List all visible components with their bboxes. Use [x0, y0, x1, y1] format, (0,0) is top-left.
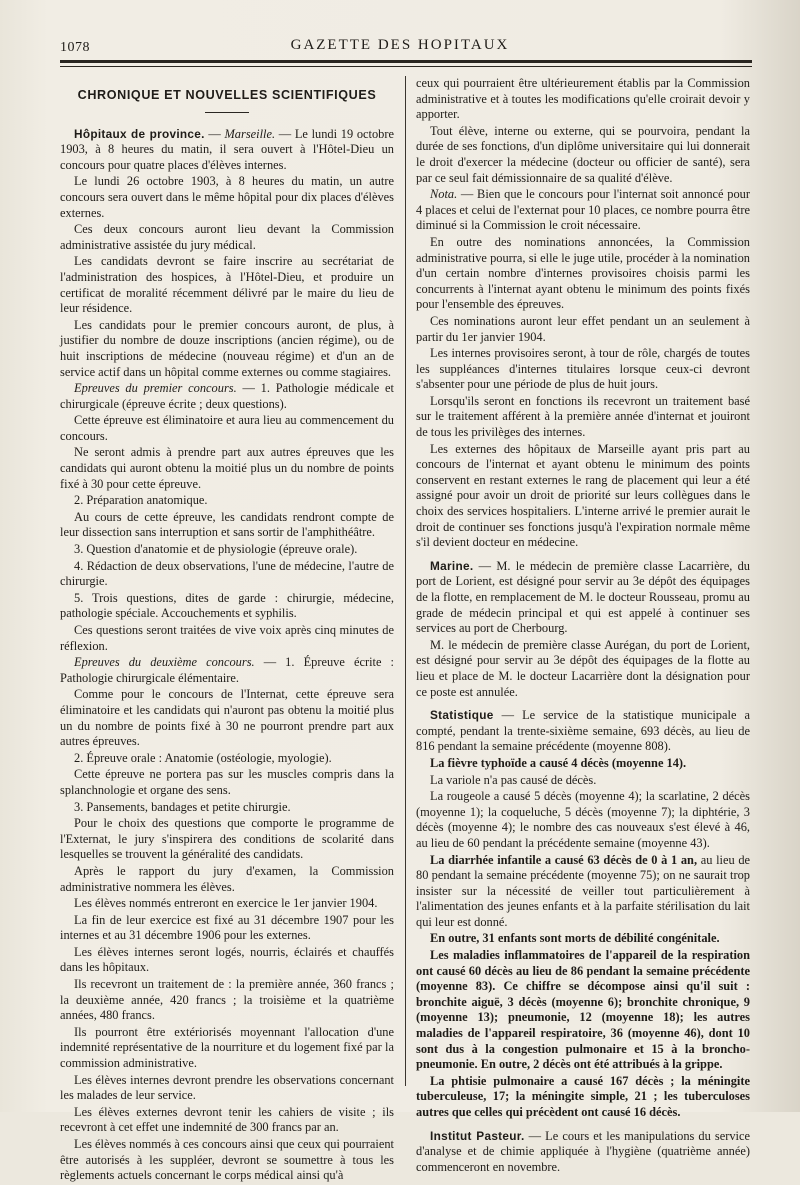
paragraph	[60, 127, 394, 174]
right-column	[416, 76, 750, 1176]
paragraph: Les élèves internes devront prendre les observations concernant les malades de leur service.	[60, 1072, 394, 1103]
paragraph	[60, 655, 394, 686]
paragraph	[60, 381, 394, 412]
paragraph: La variole n'a pas causé de décès.	[430, 772, 597, 787]
paragraph: 3. Question d'anatomie et de physiologie (épreuve orale).	[74, 542, 358, 557]
paragraph: Les maladies inflammatoires de l'appareil de la respiration ont causé 60 décès au lieu de 86 pendant la semaine précédente (moyenne 83). Ce chiffre se décompose ainsi qu'il suit : bronchite aiguë, 3 décès (moyenne 6); bronchite chronique, 9 (moyenne 13); pneumonie, 12 (moyenne 18); les autres maladies de l'appareil respiratoire, 36 (moyenne 46), dont 10 sont dus à la congestion pulmonaire et 15 à la broncho-pneumonie. En outre, 2 décès ont été attribués à la grippe.	[416, 948, 750, 1072]
paragraph: Ces deux concours auront lieu devant la Commission administrative assistée du jury médical.	[60, 222, 394, 252]
paragraph: 5. Trois questions, dites de garde : chirurgie, médecine, pathologie spéciale. Accouchements et syphilis.	[60, 590, 394, 621]
paragraph	[416, 187, 750, 234]
header-rule-thin	[60, 66, 752, 67]
paragraph: 4. Rédaction de deux observations, l'une de médecine, l'autre de chirurgie.	[60, 558, 394, 589]
paragraph: Au cours de cette épreuve, les candidats rendront compte de leur dissection sans interruption et sans sortir de l'amphithéâtre.	[60, 509, 394, 540]
text-run: —	[204, 126, 225, 141]
paragraph: Pour le choix des questions que comporte le programme de l'Externat, le jury s'inspirera des conditions de scolarité dans lesquelles se trouvent la généralité des candidats.	[60, 816, 394, 862]
paragraph: Après le rapport du jury d'examen, la Commission administrative nommera les élèves.	[60, 863, 394, 894]
paragraph: La phtisie pulmonaire a causé 167 décès ; la méningite tuberculeuse, 17; la méningite simple, 21 ; les tuberculoses autres que celles qui précèdent ont causé 16 décès.	[416, 1073, 750, 1119]
place-marseille: Marseille.	[224, 126, 276, 141]
paragraph: Ces nominations auront leur effet pendant un an seulement à partir du 1er janvier 1904.	[416, 313, 750, 344]
paragraph: Lorsqu'ils seront en fonctions ils recevront un traitement basé sur le traitement afférent à la première année d'internat et jouiront de tous les privilèges des internes.	[416, 393, 750, 440]
heading-institut-pasteur: Institut Pasteur.	[430, 1128, 525, 1143]
text-run: — 1. Épreuve écrite : Pathologie chirurgicale élémentaire.	[60, 655, 394, 685]
paragraph	[416, 708, 750, 755]
text-run-bold: La diarrhée infantile a causé 63 décès de 0 à 1 an,	[430, 852, 698, 867]
text-run: — Bien que le concours pour l'internat soit annoncé pour 4 places et celui de l'externat pour 10 places, ce nombre pourra être diminué si la Commission le croit nécessaire.	[416, 187, 750, 233]
header-rule-thick	[60, 60, 752, 63]
paragraph: En outre des nominations annoncées, la Commission administrative pourra, si elle le juge utile, procéder à la nomination d'un certain nombre d'internes provisoires choisis parmi les concurrents à l'internat ayant obtenu le minimum des points fixés pour l'ensemble des épreuves.	[416, 234, 750, 312]
paragraph: Les élèves externes devront tenir les cahiers de visite ; ils recevront à cet effet une indemnité de 300 francs par an.	[60, 1104, 394, 1135]
left-column	[60, 76, 394, 1185]
paragraph: Les externes des hôpitaux de Marseille ayant pris part au concours de l'internat et ayant obtenu le minimum des points conservent en restant externes le rang de placement qui leur a été assigné pour avoir un droit de priorité sur leurs collègues dans le choix des services hospitaliers. L'interne arrivé le premier aurait le droit de continuer ses fonctions jusqu'à l'expiration normale même s'il devient docteur en médecine.	[416, 441, 750, 550]
paragraph: ceux qui pourraient être ultérieurement établis par la Commission administrative et à toutes les modifications qu'elle croirait devoir y apporter.	[416, 76, 750, 122]
paragraph	[416, 559, 750, 637]
text-run: au lieu de 80 pendant la semaine précédente (moyenne 75); on ne saurait trop insister sur la nécessité de veiller tout particulièrement à l'alimentation des jeunes enfants et à la parfaite stérilisation du lait qui leur est donné.	[416, 852, 751, 929]
subheading-first-contest: Epreuves du premier concours.	[74, 381, 237, 396]
text-run: — Le service de la statistique municipale a compté, pendant la trente-sixième semaine, 693 décès, au lieu de 816 pendant la semaine précédente (moyenne 808).	[416, 708, 750, 754]
paragraph: Ils pourront être extériorisés moyennant l'allocation d'une indemnité représentative de la nourriture et du logement fixé par la commission administrative.	[60, 1024, 394, 1071]
paragraph: Cette épreuve est éliminatoire et aura lieu au commencement du concours.	[60, 413, 394, 443]
paragraph: Tout élève, interne ou externe, qui se pourvoira, pendant la durée de ses fonctions, d'un diplôme universitaire qui lui donnerait le droit d'exercer la médecine (docteur ou officier de santé), sera par ce seul fait démissionnaire de sa qualité d'élève.	[416, 123, 750, 185]
column-divider	[405, 76, 406, 1086]
paragraph: Le lundi 26 octobre 1903, à 8 heures du matin, un autre concours sera ouvert dans le même hôpital pour dix places d'élèves externes.	[60, 174, 394, 220]
heading-hopitaux: Hôpitaux de province.	[74, 126, 205, 141]
subheading-second-contest: Epreuves du deuxième concours.	[74, 655, 255, 670]
text-run: — Le lundi 19 octobre 1903, à 8 heures du matin, il sera ouvert à l'Hôtel-Dieu un concours pour quatre places d'élèves internes.	[60, 126, 394, 172]
paragraph: 2. Préparation anatomique.	[74, 493, 208, 508]
paragraph: 3. Pansements, bandages et petite chirurgie.	[74, 799, 291, 814]
paragraph: Les internes provisoires seront, à tour de rôle, chargés de toutes les suppléances d'internes titulaires lorsque ceux-ci devront s'absenter pour une période de plus de huit jours.	[416, 346, 750, 392]
paragraph: Les élèves nommés entreront en exercice le 1er janvier 1904.	[74, 896, 378, 911]
heading-marine: Marine.	[430, 558, 474, 573]
paragraph: La rougeole a causé 5 décès (moyenne 4); la scarlatine, 2 décès (moyenne 1); la coqueluche, 5 décès (moyenne 7); la diphtérie, 3 décès (moyenne 4); le nombre des cas nouveaux s'est élevé à 46, au lieu de 60 pendant la précédente semaine (moyenne 43).	[416, 789, 750, 850]
nota-label: Nota.	[430, 187, 458, 202]
paragraph: Cette épreuve ne portera pas sur les muscles compris dans la splanchnologie et organe des sens.	[60, 767, 394, 797]
paragraph: La fièvre typhoïde a causé 4 décès (moyenne 14).	[430, 755, 687, 770]
paragraph: Ces questions seront traitées de vive voix après cinq minutes de réflexion.	[60, 623, 394, 653]
paragraph	[416, 853, 750, 931]
section-title-rule	[205, 112, 249, 113]
paragraph: Les candidats devront se faire inscrire au secrétariat de l'administration des hospices, à l'Hôtel-Dieu, et produire un certificat de moralité récemment délivré par le maire du lieu de leur résidence.	[60, 254, 394, 316]
text-run: — 1. Pathologie médicale et chirurgicale (épreuve écrite ; deux questions).	[60, 381, 394, 411]
text-run: — Le cours et les manipulations du service d'analyse et de chimie appliquée à l'hygiène (quatrième année) commenceront en novembre.	[416, 1128, 751, 1174]
journal-title: GAZETTE DES HOPITAUX	[290, 37, 510, 53]
heading-statistique: Statistique	[430, 708, 494, 723]
text-run: — M. le médecin de première classe Lacarrière, du port de Lorient, est désigné pour servir au 3e dépôt des équipages de la flotte, en remplacement de M. le docteur Rousseau, promu au grade de médecin principal et qui est appelé à continuer ses services au port de Cherbourg.	[416, 558, 750, 636]
paragraph: Comme pour le concours de l'Internat, cette épreuve sera éliminatoire et les candidats qui n'auront pas obtenu la moitié plus un du nombre de points fixé à 30 ne pourront prendre part aux autres épreuves.	[60, 687, 394, 749]
paragraph: Les élèves nommés à ces concours ainsi que ceux qui pourraient être autorisés à les suppléer, devront se soumettre à tous les règlements actuels concernant le corps médical ainsi qu'à	[60, 1137, 394, 1183]
paragraph: Ils recevront un traitement de : la première année, 360 francs ; la deuxième année, 420 francs ; la troisième et la quatrième années, 480 francs.	[60, 977, 394, 1023]
paragraph: M. le médecin de première classe Aurégan, du port de Lorient, est désigné pour servir au 3e dépôt des équipages de la flotte au lieu et place de M. le docteur Lacarrière dont la désignation pour ce poste est annulée.	[416, 637, 750, 699]
paragraph: Les élèves internes seront logés, nourris, éclairés et chauffés dans les hôpitaux.	[60, 944, 394, 975]
page-number: 1078	[60, 40, 90, 55]
paragraph: Ne seront admis à prendre part aux autres épreuves que les candidats qui auront obtenu la moitié plus un du nombre de points fixé à 30 pour cette épreuve.	[60, 445, 394, 491]
paragraph: En outre, 31 enfants sont morts de débilité congénitale.	[430, 931, 720, 946]
paragraph: Les candidats pour le premier concours auront, de plus, à justifier du nombre de douze inscriptions (ancien régime), ou de huit inscriptions de médecine (nouveau régime) et d'un an de service actif dans un hôpital comme externes ou comme stagiaires.	[60, 317, 394, 379]
section-title: CHRONIQUE ET NOUVELLES SCIENTIFIQUES	[77, 88, 377, 102]
paragraph	[416, 1129, 750, 1176]
paragraph: 2. Épreuve orale : Anatomie (ostéologie, myologie).	[74, 750, 332, 765]
paragraph: La fin de leur exercice est fixé au 31 décembre 1907 pour les internes et au 31 décembre 1906 pour les externes.	[60, 912, 394, 943]
